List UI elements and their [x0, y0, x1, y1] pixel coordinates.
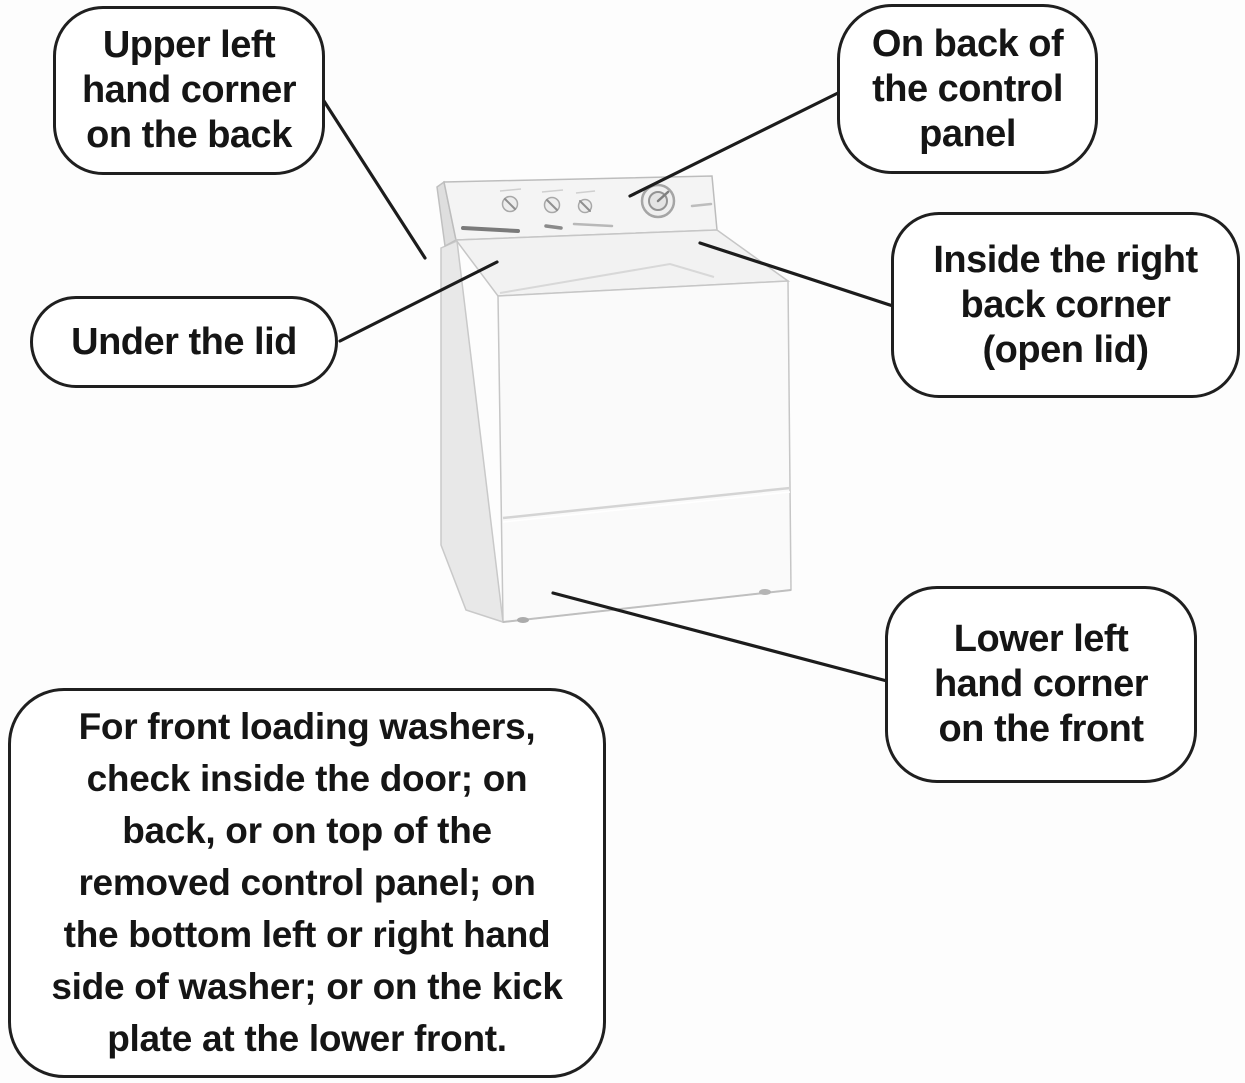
callout-line: side of washer; or on the kick — [51, 966, 563, 1007]
washer-foot-right — [759, 589, 771, 595]
callout-line: back corner — [960, 283, 1171, 326]
callout-line: On back of — [871, 22, 1064, 65]
callout-line: on the front — [938, 708, 1144, 750]
callout-line: hand corner — [933, 663, 1149, 705]
connector-under-lid — [340, 262, 497, 341]
callout-under-lid — [30, 296, 338, 388]
logo-text-mark — [546, 226, 561, 228]
callout-line: Under the lid — [71, 320, 297, 363]
callout-line: Lower left — [953, 618, 1129, 660]
callout-upper-left-back — [53, 6, 325, 175]
callout-line: removed control panel; on — [78, 862, 536, 903]
callout-line: Upper left — [102, 24, 276, 66]
connector-control-panel-back — [630, 92, 840, 196]
callout-right-back-corner — [891, 212, 1240, 398]
callout-line: Inside the right — [933, 238, 1198, 281]
callout-line: (open lid) — [982, 328, 1149, 371]
callout-lower-front — [885, 586, 1197, 783]
callout-line: plate at the lower front. — [107, 1018, 507, 1059]
washer-front-panel — [498, 281, 791, 622]
callout-control-panel-back — [837, 4, 1098, 174]
connector-lower-front — [553, 593, 887, 681]
washer-side-panel — [441, 241, 503, 622]
washer-foot-left — [517, 617, 529, 623]
washer-illustration — [437, 176, 791, 623]
callout-line: check inside the door; on — [86, 758, 528, 799]
callout-line: hand corner — [81, 69, 297, 111]
connector-upper-left-back — [322, 98, 425, 258]
callout-line: the control — [872, 67, 1063, 110]
callout-front-loader-info — [8, 688, 606, 1078]
callout-line: the bottom left or right hand — [63, 914, 551, 955]
callout-line: For front loading washers, — [78, 706, 536, 747]
callout-line: panel — [919, 112, 1016, 155]
callout-line: on the back — [86, 114, 292, 156]
callout-line: back, or on top of the — [122, 810, 492, 851]
